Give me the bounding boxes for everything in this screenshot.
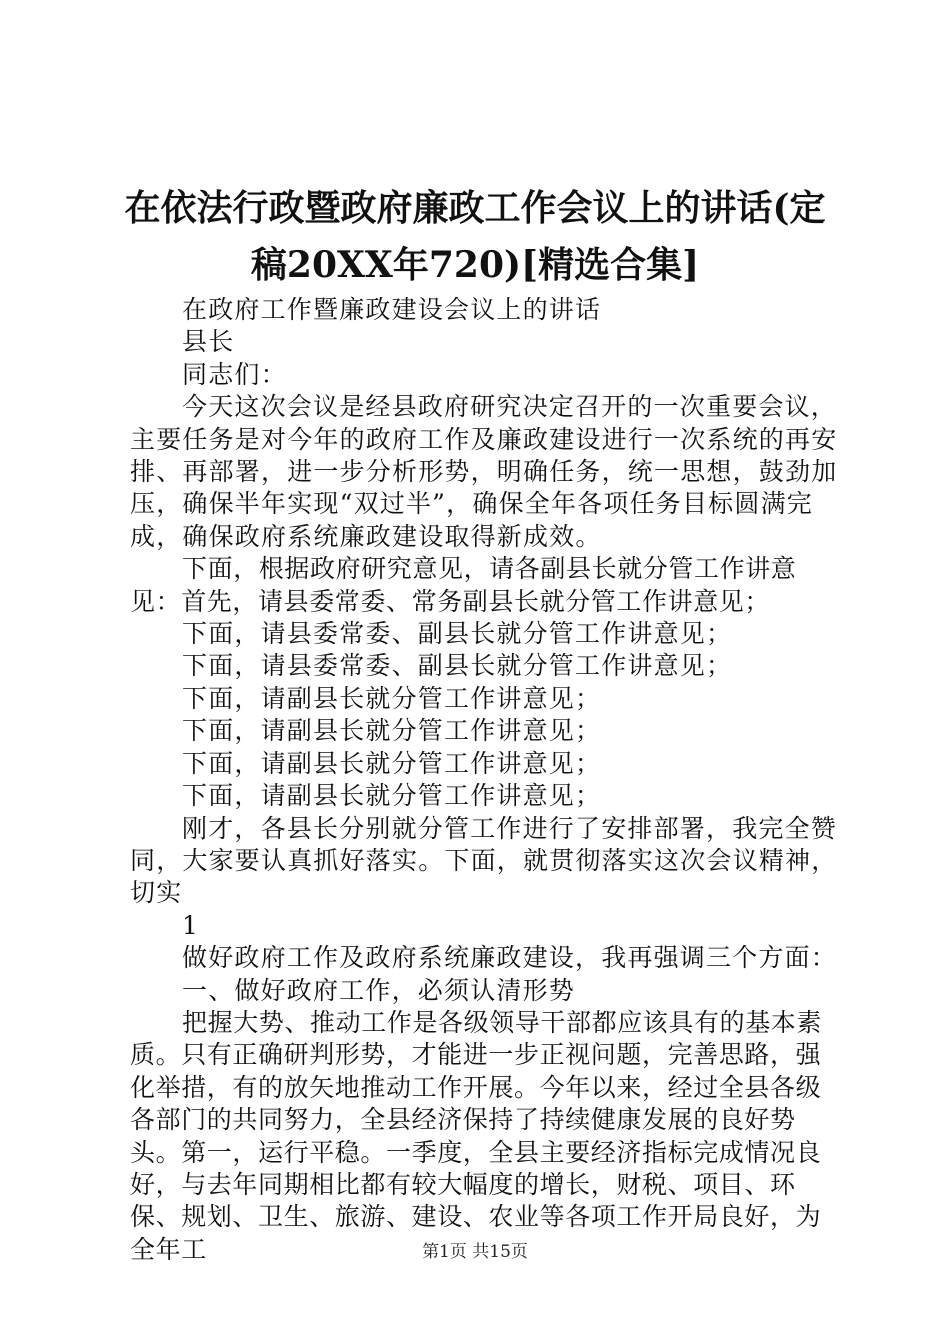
document-title xyxy=(100,180,850,294)
paragraph: 刚才，各县长分别就分管工作进行了安排部署，我完全赞同，大家要认真抓好落实。下面，就贯彻落实这次会议精神，切实 xyxy=(130,813,838,908)
inline-page-number: 1 xyxy=(182,910,200,940)
paragraph: 把握大势、推动工作是各级领导干部都应该具有的基本素质。只有正确研判形势，才能进一步正视问题，完善思路，强化举措，有的放矢地推动工作开展。今年以来，经过全县各级各部门的共同努力，全县经济保持了持续健康发展的良好势头。第一，运行平稳。一季度，全县主要经济指标完成情况良好，与去年同期相比都有较大幅度的增长，财税、项目、环保、规划、卫生、旅游、建设、农业等各项工作开局良好，为全年工 xyxy=(130,1007,823,1264)
paragraph: 下面，根据政府研究意见，请各副县长就分管工作讲意见：首先，请县委常委、常务副县长就分管工作讲意见； xyxy=(130,554,797,616)
section-heading: 一、做好政府工作，必须认清形势 xyxy=(182,975,576,1005)
salutation: 同志们： xyxy=(182,359,287,389)
paragraph: 下面，请县委常委、副县长就分管工作讲意见； xyxy=(182,651,733,681)
paragraph: 下面，请副县长就分管工作讲意见； xyxy=(182,748,602,778)
document-body xyxy=(130,294,845,1266)
paragraph: 下面，请副县长就分管工作讲意见； xyxy=(182,683,602,713)
paragraph: 下面，请副县长就分管工作讲意见； xyxy=(182,781,602,811)
title-line-1: 在依法行政暨政府廉政工作会议上的讲话(定 xyxy=(124,187,826,229)
page-footer: 第1页 共15页 xyxy=(422,1242,528,1262)
paragraph: 下面，请副县长就分管工作讲意见； xyxy=(182,716,602,746)
paragraph: 做好政府工作及政府系统廉政建设，我再强调三个方面： xyxy=(182,943,838,973)
paragraph: 下面，请县委常委、副县长就分管工作讲意见； xyxy=(182,619,733,649)
speaker-line: 县长 xyxy=(182,327,235,357)
speech-title: 在政府工作暨廉政建设会议上的讲话 xyxy=(182,295,602,324)
paragraph: 今天这次会议是经县政府研究决定召开的一次重要会议，主要任务是对今年的政府工作及廉政建设进行一次系统的再安排、再部署，进一步分析形势，明确任务，统一思想，鼓劲加压，确保半年实现“双过半”，确保全年各项任务目标圆满完成，确保政府系统廉政建设取得新成效。 xyxy=(130,392,838,551)
title-line-2: 稿20XX年720)[精选合集] xyxy=(250,244,700,286)
